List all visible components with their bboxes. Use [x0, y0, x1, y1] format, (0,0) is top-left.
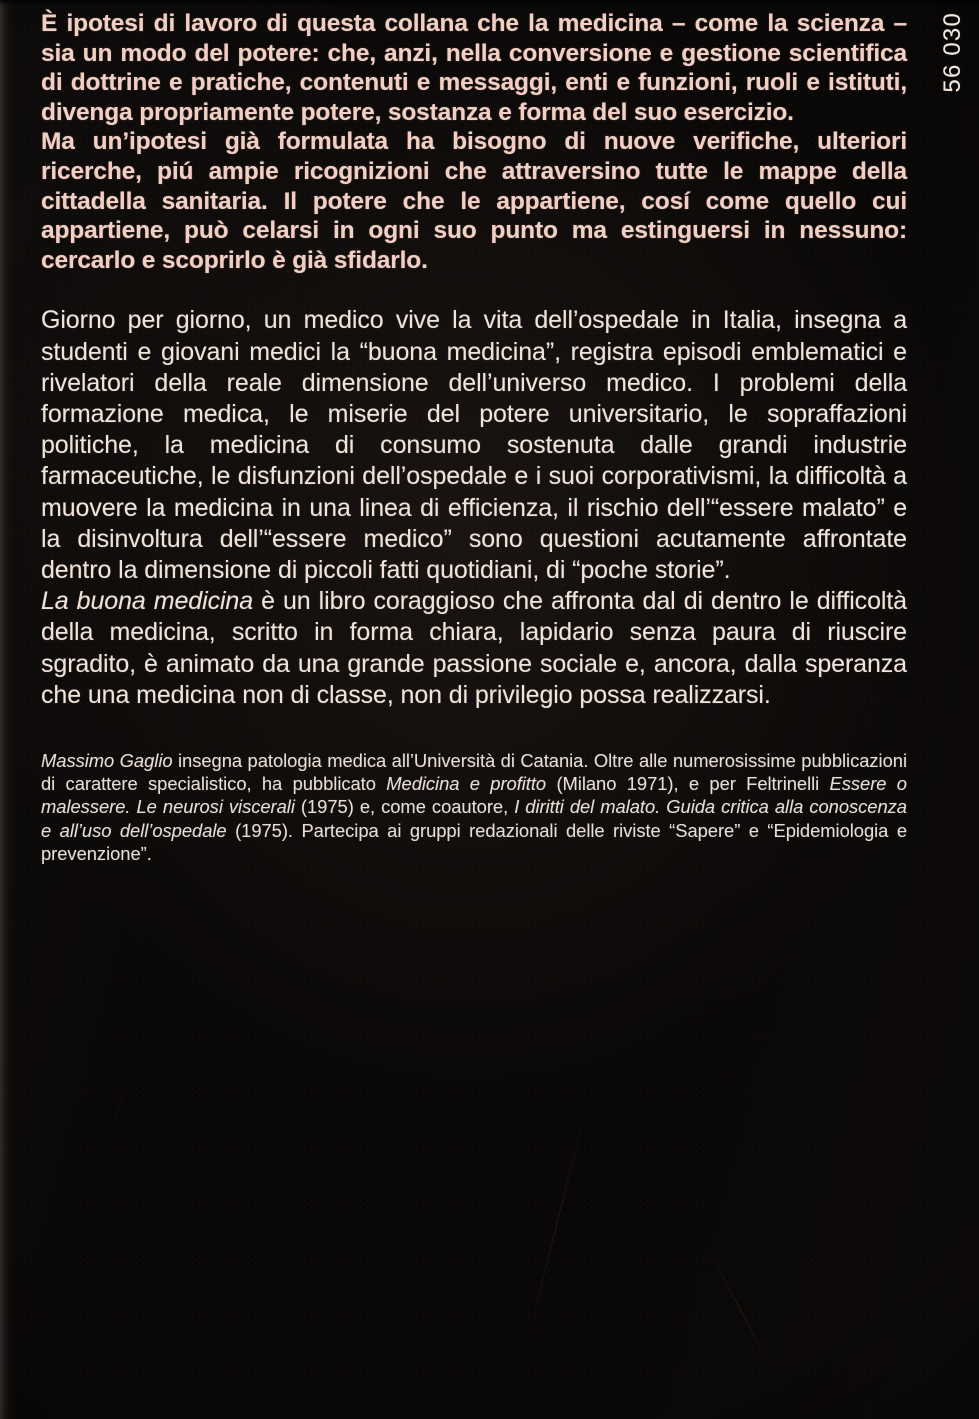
bio-segment-4: (1975). Partecipa ai gruppi redazionali delle riviste “Sapere” e “Epidemiologia e prevenzione”.: [41, 819, 907, 864]
blurb-paragraph-1: Giorno per giorno, un medico vive la vita dell’ospedale in Italia, insegna a studenti e giovani medici la “buona medicina”, registra episodi emblematici e rivelatori della reale dimensione dell’universo medico. I problemi della formazione medica, le miserie del potere universitario, le sopraffazioni politiche, la medicina di consumo sostenuta dalle grandi industrie farmaceutiche, le disfunzioni dell’ospedale e i suoi corporativismi, la difficoltà a muovere la medicina in una linea di efficienza, il rischio dell’“essere malato” e la disinvoltura dell’“essere medico” sono questioni acutamente affrontate dentro la dimensione di piccoli fatti quotidiani, di “poche storie”.: [41, 306, 907, 584]
bio-work-title-3: I diritti del malato. Guida critica alla conoscenza e all’uso dell’ospedale: [41, 796, 907, 841]
author-bio-block: [41, 711, 907, 865]
bio-work-title-1: Medicina e profitto: [386, 773, 547, 795]
catalog-number: 56 030: [939, 12, 966, 93]
cover-text-content: [41, 0, 907, 865]
bio-segment-1: insegna patologia medica all’Università di Catania. Oltre alle numerosissime pubblicazioni di carattere specialistico, ha pubblicato: [41, 749, 907, 795]
series-statement-paragraph-2: Ma un’ipotesi già formulata ha bisogno di nuove verifiche, ulteriori ricerche, piú ampie ricognizioni che attraversino tutte le mappe della cittadella sanitaria. Il potere che le appartiene, cosí come quello cui appartiene, può celarsi in ogni suo punto ma estinguersi in nessuno: cercarlo e scoprirlo è già sfidarlo.: [41, 128, 907, 274]
bio-segment-2: (Milano 1971), e per Feltrinelli: [546, 773, 830, 795]
blurb-block: [41, 275, 907, 711]
bio-work-title-2: Essere o malessere. Le neurosi viscerali: [41, 773, 907, 818]
left-spine-edge: [0, 0, 16, 1419]
series-statement-paragraph-1: È ipotesi di lavoro di questa collana che la medicina – come la scienza – sia un modo del potere: che, anzi, nella conversione e gestione scientifica di dottrine e pratiche, contenuti e messaggi, enti e funzioni, ruoli e istituti, divenga propriamente potere, sostanza e forma del suo esercizio.: [41, 10, 907, 126]
blurb-paragraph-2: [41, 586, 907, 711]
blurb-book-title: La buona medicina: [41, 587, 254, 616]
bio-segment-3: (1975) e, come coautore,: [294, 796, 515, 818]
blurb-paragraph-2-text: è un libro coraggioso che affronta dal di dentro le difficoltà della medicina, scritto in forma chiara, lapidario senza paura di riuscire sgradito, è animato da una grande passione sociale e, ancora, dalla speranza che una medicina non di classe, non di privilegio possa realizzarsi.: [41, 587, 907, 709]
series-statement-block: [41, 0, 907, 275]
author-name: Massimo Gaglio: [41, 749, 173, 771]
